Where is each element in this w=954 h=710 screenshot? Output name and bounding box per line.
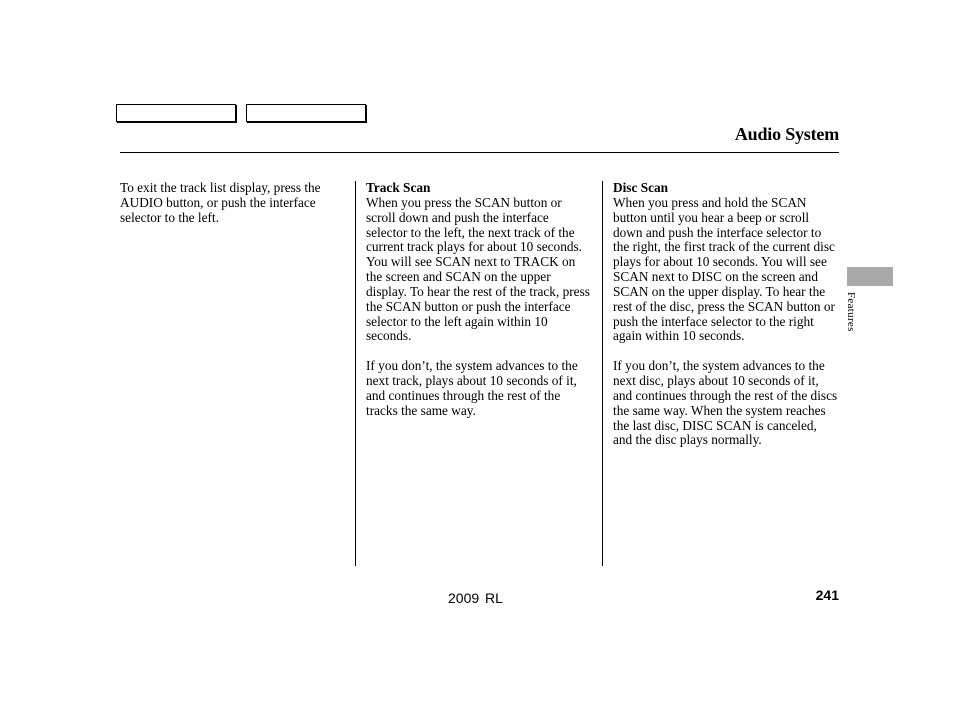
disc-scan-paragraph-2: If you don’t, the system advances to the next disc, plays about 10 seconds of it, and continues through the rest of the discs the same way. When the system reaches the last disc, DISC SCAN is canceled, and the disc plays normally.: [613, 358, 838, 448]
disc-scan-paragraph-1: When you press and hold the SCAN button until you hear a beep or scroll down and push the interface selector to the right, the first track of the current disc plays for about 10 seconds. You will see SCAN next to DISC on the screen and SCAN on the upper display. To hear the rest of the disc, press the SCAN button or push the interface selector to the right again within 10 seconds.: [613, 194, 835, 344]
track-scan-paragraph-2: If you don’t, the system advances to the next track, plays about 10 seconds of it, and continues through the rest of the tracks the same way.: [366, 358, 578, 418]
disc-scan-heading: Disc Scan: [613, 180, 669, 195]
disc-scan-section: [613, 181, 839, 448]
footer-model: 2009 RL: [448, 590, 503, 606]
section-tab[interactable]: [847, 267, 893, 286]
column-divider-2: [602, 181, 603, 566]
left-column-text: To exit the track list display, press the AUDIO button, or push the interface selector to the left.: [120, 180, 321, 225]
left-column: [120, 181, 340, 226]
nav-box-2[interactable]: [246, 104, 366, 122]
page-title: Audio System: [734, 124, 839, 144]
page-number: 241: [815, 587, 839, 603]
track-scan-section: [366, 181, 592, 419]
track-scan-heading: Track Scan: [366, 180, 431, 195]
header-rule: [120, 152, 839, 153]
nav-box-1[interactable]: [116, 104, 236, 122]
column-divider-1: [355, 181, 356, 566]
track-scan-paragraph-1: When you press the SCAN button or scroll down and push the interface selector to the left, the next track of the current track plays for about 10 seconds. You will see SCAN next to TRACK on the screen and SCAN on the upper display. To hear the rest of the track, press the SCAN button or push the interface selector to the left again within 10 seconds.: [366, 194, 590, 344]
section-tab-label: Features: [845, 292, 857, 332]
